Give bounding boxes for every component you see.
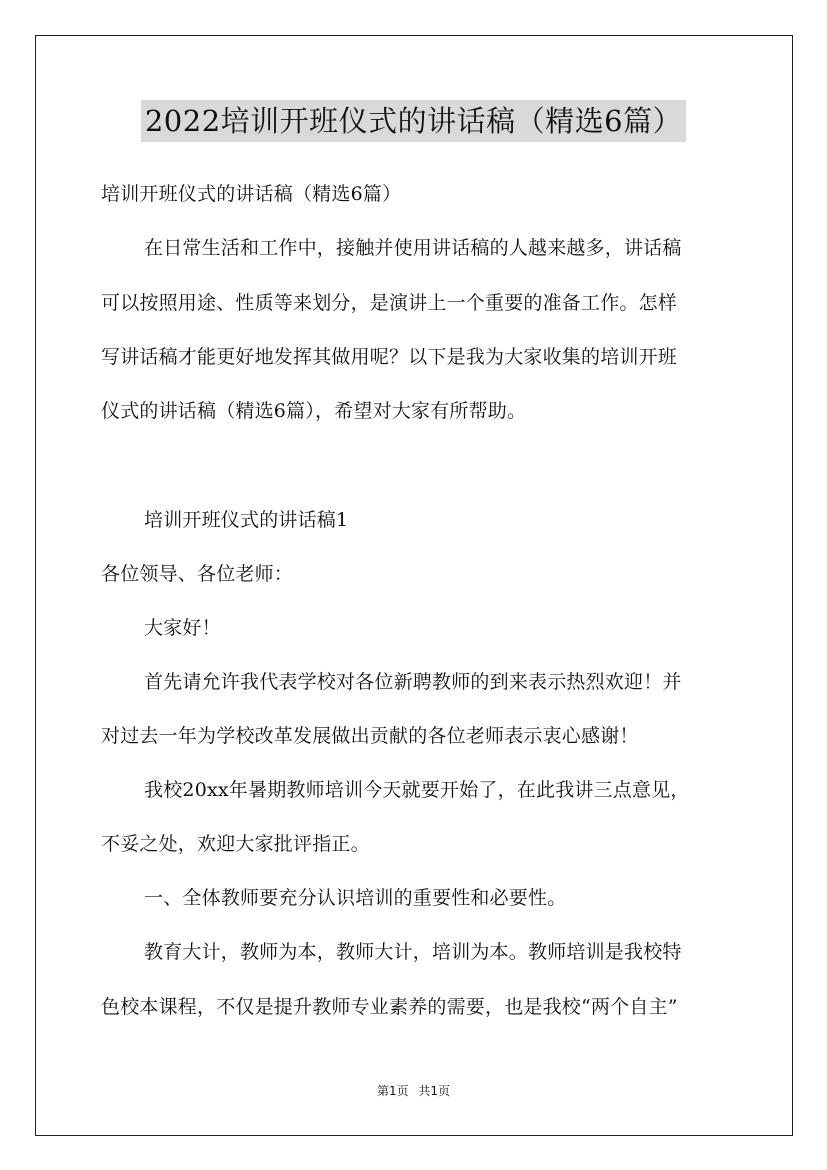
paragraph-line: 在日常生活和工作中，接触并使用讲话稿的人越来越多，讲话稿 [144, 237, 682, 259]
paragraph-line: 不妥之处，欢迎大家批评指正。 [101, 833, 370, 855]
subtitle-line: 培训开班仪式的讲话稿（精选6篇） [101, 183, 402, 205]
salutation-line: 各位领导、各位老师： [101, 563, 294, 585]
paragraph-line: 教育大计，教师为本，教师大计，培训为本。教师培训是我校特 [144, 941, 682, 963]
page-footer [0, 1082, 827, 1099]
page-total: 共1页 [418, 1084, 451, 1098]
section-heading: 培训开班仪式的讲话稿1 [144, 509, 349, 531]
paragraph-line: 我校20xx年暑期教师培训今天就要开始了，在此我讲三点意见， [144, 779, 690, 801]
paragraph-line: 首先请允许我代表学校对各位新聘教师的到来表示热烈欢迎！并 [144, 671, 682, 693]
paragraph-line: 仪式的讲话稿（精选6篇），希望对大家有所帮助。 [101, 400, 527, 422]
paragraph-line: 写讲话稿才能更好地发挥其做用呢？以下是我为大家收集的培训开班 [101, 346, 678, 368]
paragraph-line: 可以按照用途、性质等来划分，是演讲上一个重要的准备工作。怎样 [101, 292, 678, 314]
paragraph-line: 对过去一年为学校改革发展做出贡献的各位老师表示衷心感谢！ [101, 725, 639, 747]
title-container [0, 100, 827, 142]
section-point-heading: 一、全体教师要充分认识培训的重要性和必要性。 [144, 887, 567, 909]
greeting-line: 大家好！ [144, 617, 221, 639]
document-title: 2022培训开班仪式的讲话稿（精选6篇） [141, 100, 686, 142]
page-number: 第1页 [376, 1084, 409, 1098]
paragraph-line: 色校本课程，不仅是提升教师专业素养的需要，也是我校“两个自主” [101, 996, 678, 1018]
